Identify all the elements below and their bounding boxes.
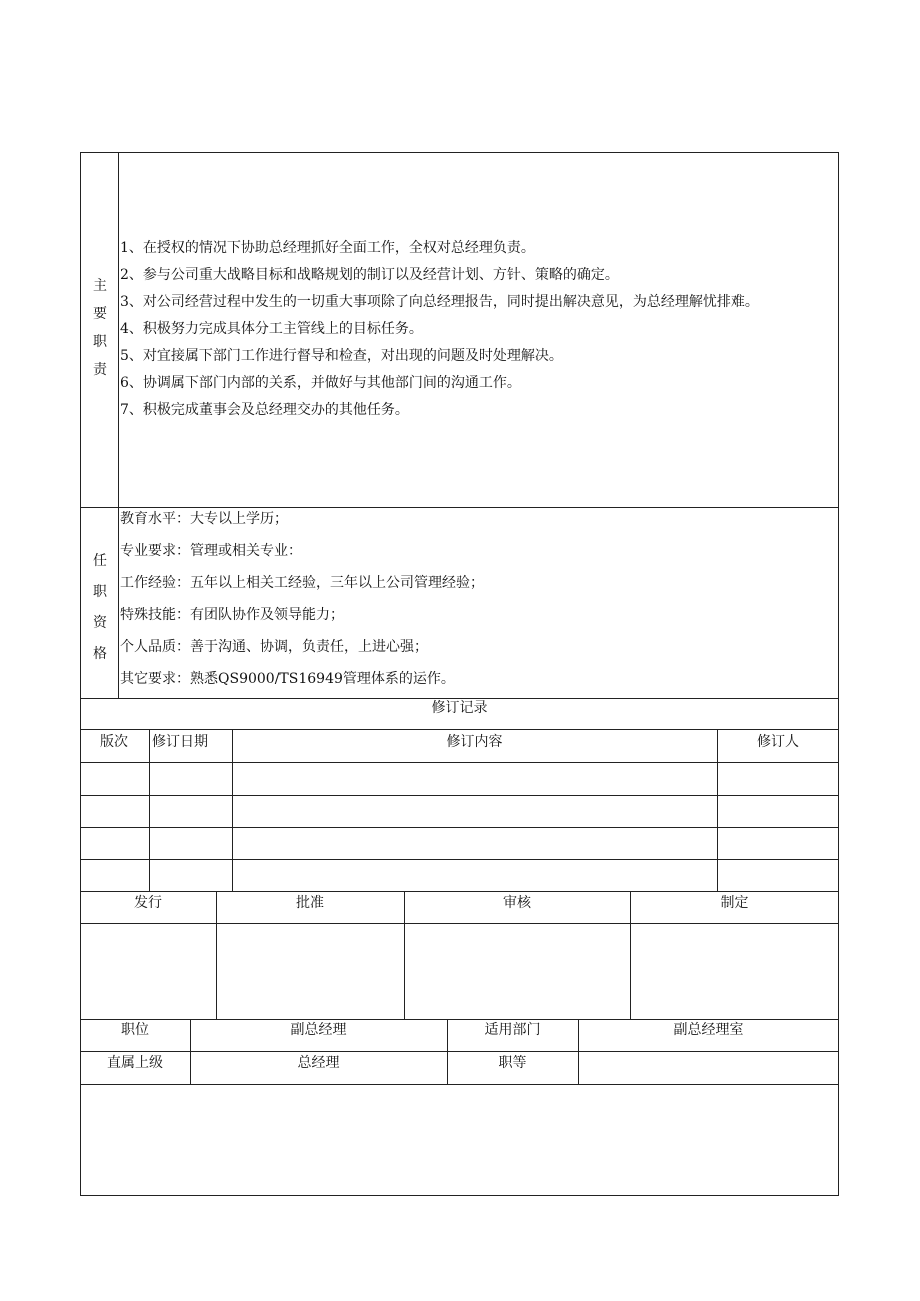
duties-label: 主 要 职 责 xyxy=(93,278,107,378)
table-row xyxy=(80,762,839,763)
duty-item: 2、参与公司重大战略目标和战略规划的制订以及经营计划、方针、策略的确定。 xyxy=(120,267,619,283)
duty-item: 7、积极完成董事会及总经理交办的其他任务。 xyxy=(120,402,409,418)
duty-item: 5、对宜接属下部门工作进行督导和检查，对出现的问题及时处理解决。 xyxy=(120,348,563,364)
approval-header-approve: 批准 xyxy=(296,895,324,911)
revision-header-reviser: 修订人 xyxy=(757,734,799,750)
revision-title: 修订记录 xyxy=(431,700,488,716)
table-row xyxy=(80,859,839,860)
position-value: 副总经理 xyxy=(290,1022,347,1038)
approval-header-review: 审核 xyxy=(503,895,531,911)
qualifications-label: 任 职 资 格 xyxy=(93,553,107,662)
qualification-item: 工作经验：五年以上相关工经验，三年以上公司管理经验； xyxy=(120,575,484,591)
qualification-item: 个人品质：善于沟通、协调，负责任，上进心强； xyxy=(120,639,428,655)
grade-label: 职等 xyxy=(498,1055,527,1071)
duty-item: 6、协调属下部门内部的关系，并做好与其他部门间的沟通工作。 xyxy=(120,375,521,391)
superior-label: 直属上级 xyxy=(107,1055,163,1071)
approval-header-issue: 发行 xyxy=(134,895,162,911)
duty-item: 3、对公司经营过程中发生的一切重大事项除了向总经理报告，同时提出解决意见，为总经理解忧排难。 xyxy=(120,294,759,310)
qualification-item: 特殊技能：有团队协作及领导能力； xyxy=(120,607,344,623)
revision-header-version: 版次 xyxy=(100,734,128,750)
revision-header-date: 修订日期 xyxy=(152,734,208,750)
approval-header-prepare: 制定 xyxy=(720,895,749,911)
table-row xyxy=(80,827,839,828)
qualification-item: 专业要求：管理或相关专业： xyxy=(120,543,302,559)
duty-item: 1、在授权的情况下协助总经理抓好全面工作，全权对总经理负责。 xyxy=(120,240,535,256)
position-label: 职位 xyxy=(121,1022,149,1038)
qualification-item: 其它要求：熟悉QS9000/TS16949管理体系的运作。 xyxy=(120,671,455,687)
dept-label: 适用部门 xyxy=(484,1022,541,1038)
superior-value: 总经理 xyxy=(297,1055,340,1071)
table-row xyxy=(80,795,839,796)
dept-value: 副总经理室 xyxy=(673,1022,744,1038)
revision-header-content: 修订内容 xyxy=(446,734,503,750)
duty-item: 4、积极努力完成具体分工主管线上的目标任务。 xyxy=(120,321,423,337)
qualification-item: 教育水平：大专以上学历； xyxy=(120,511,288,527)
